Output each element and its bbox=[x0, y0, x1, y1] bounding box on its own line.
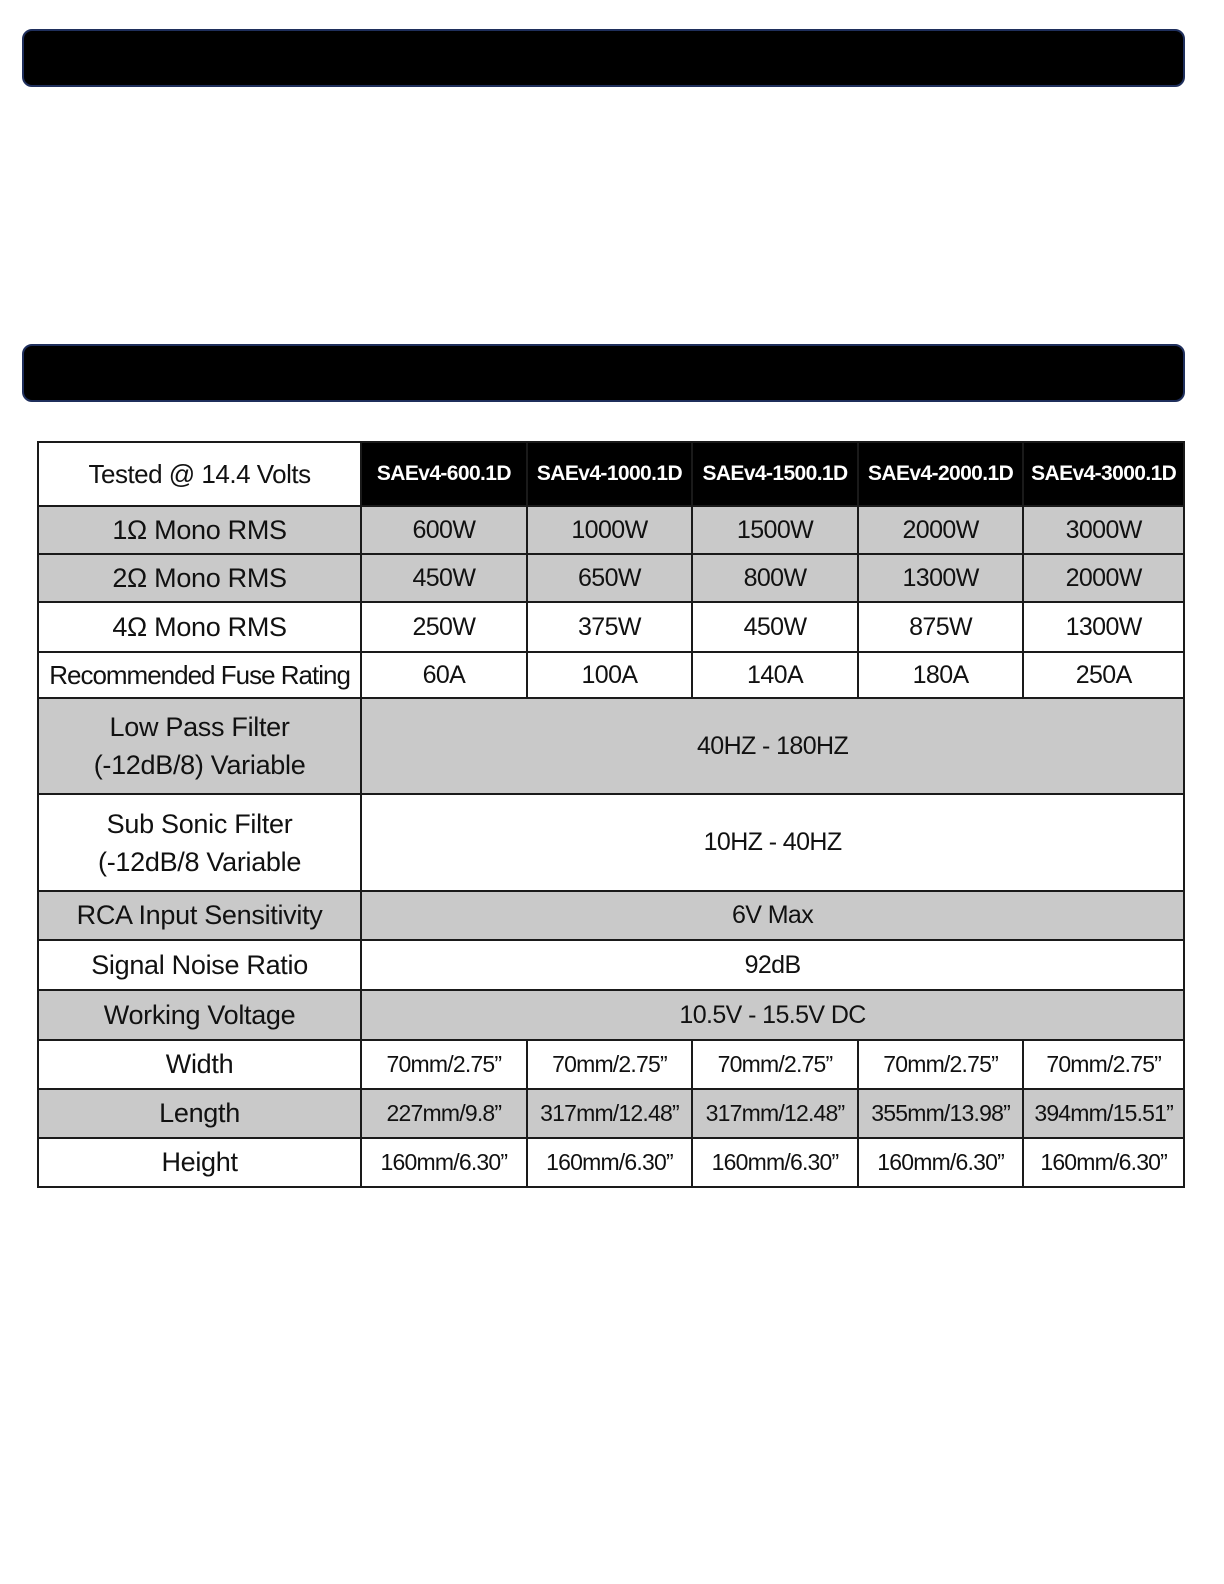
table-cell: 250W bbox=[361, 602, 527, 652]
row-label: 1Ω Mono RMS bbox=[38, 506, 361, 554]
model-header: SAEv4-1500.1D bbox=[692, 442, 858, 506]
row-label: Length bbox=[38, 1089, 361, 1138]
table-cell: 2000W bbox=[1023, 554, 1184, 602]
row-label: 4Ω Mono RMS bbox=[38, 602, 361, 652]
table-cell: 3000W bbox=[1023, 506, 1184, 554]
table-row bbox=[38, 698, 1184, 794]
table-cell: 70mm/2.75” bbox=[692, 1040, 858, 1089]
table-row bbox=[38, 602, 1184, 652]
table-cell: 160mm/6.30” bbox=[1023, 1138, 1184, 1187]
table-cell: 450W bbox=[692, 602, 858, 652]
table-cell: 160mm/6.30” bbox=[527, 1138, 693, 1187]
table-cell: 227mm/9.8” bbox=[361, 1089, 527, 1138]
table-cell: 317mm/12.48” bbox=[527, 1089, 693, 1138]
section-header-bar-specifications bbox=[22, 344, 1185, 402]
table-cell: 1300W bbox=[1023, 602, 1184, 652]
table-cell: 1500W bbox=[692, 506, 858, 554]
row-label: Width bbox=[38, 1040, 361, 1089]
table-row bbox=[38, 940, 1184, 990]
specifications-table bbox=[37, 441, 1185, 1188]
table-cell: 160mm/6.30” bbox=[692, 1138, 858, 1187]
row-label: Signal Noise Ratio bbox=[38, 940, 361, 990]
model-header: SAEv4-3000.1D bbox=[1023, 442, 1184, 506]
table-row bbox=[38, 1089, 1184, 1138]
table-row bbox=[38, 506, 1184, 554]
table-cell: 355mm/13.98” bbox=[858, 1089, 1024, 1138]
table-cell: 450W bbox=[361, 554, 527, 602]
table-row bbox=[38, 652, 1184, 698]
model-header: SAEv4-2000.1D bbox=[858, 442, 1024, 506]
table-cell: 1000W bbox=[527, 506, 693, 554]
table-row bbox=[38, 1040, 1184, 1089]
table-cell: 2000W bbox=[858, 506, 1024, 554]
table-cell: 317mm/12.48” bbox=[692, 1089, 858, 1138]
table-row bbox=[38, 891, 1184, 940]
row-label: Working Voltage bbox=[38, 990, 361, 1040]
row-label: Recommended Fuse Rating bbox=[38, 652, 361, 698]
table-cell: 1300W bbox=[858, 554, 1024, 602]
table-cell: 60A bbox=[361, 652, 527, 698]
row-label: 2Ω Mono RMS bbox=[38, 554, 361, 602]
table-cell: 180A bbox=[858, 652, 1024, 698]
test-voltage-label: Tested @ 14.4 Volts bbox=[38, 442, 361, 506]
table-cell: 40HZ - 180HZ bbox=[361, 698, 1184, 794]
table-cell: 140A bbox=[692, 652, 858, 698]
row-label-line: (-12dB/8) Variable bbox=[93, 750, 306, 780]
table-row bbox=[38, 990, 1184, 1040]
table-cell: 10HZ - 40HZ bbox=[361, 794, 1184, 891]
table-cell: 6V Max bbox=[361, 891, 1184, 940]
row-label-line: Sub Sonic Filter bbox=[106, 808, 293, 839]
row-label: RCA Input Sensitivity bbox=[38, 891, 361, 940]
model-header: SAEv4-600.1D bbox=[361, 442, 527, 506]
table-cell: 70mm/2.75” bbox=[361, 1040, 527, 1089]
table-cell: 92dB bbox=[361, 940, 1184, 990]
row-label: Height bbox=[38, 1138, 361, 1187]
table-row bbox=[38, 1138, 1184, 1187]
model-header: SAEv4-1000.1D bbox=[527, 442, 693, 506]
table-cell: 250A bbox=[1023, 652, 1184, 698]
row-label-line: Low Pass Filter bbox=[109, 712, 290, 742]
table-row bbox=[38, 794, 1184, 891]
table-cell: 160mm/6.30” bbox=[858, 1138, 1024, 1187]
table-cell: 70mm/2.75” bbox=[527, 1040, 693, 1089]
table-row bbox=[38, 554, 1184, 602]
row-label bbox=[38, 698, 361, 794]
table-cell: 875W bbox=[858, 602, 1024, 652]
table-cell: 800W bbox=[692, 554, 858, 602]
table-cell: 394mm/15.51” bbox=[1023, 1089, 1184, 1138]
table-cell: 70mm/2.75” bbox=[1023, 1040, 1184, 1089]
table-cell: 100A bbox=[527, 652, 693, 698]
table-cell: 70mm/2.75” bbox=[858, 1040, 1024, 1089]
table-cell: 600W bbox=[361, 506, 527, 554]
table-cell: 375W bbox=[527, 602, 693, 652]
row-label-line: (-12dB/8 Variable bbox=[98, 846, 302, 877]
table-header-row bbox=[38, 442, 1184, 506]
row-label bbox=[38, 794, 361, 891]
section-header-bar-top bbox=[22, 29, 1185, 87]
table-cell: 650W bbox=[527, 554, 693, 602]
table-cell: 10.5V - 15.5V DC bbox=[361, 990, 1184, 1040]
table-cell: 160mm/6.30” bbox=[361, 1138, 527, 1187]
